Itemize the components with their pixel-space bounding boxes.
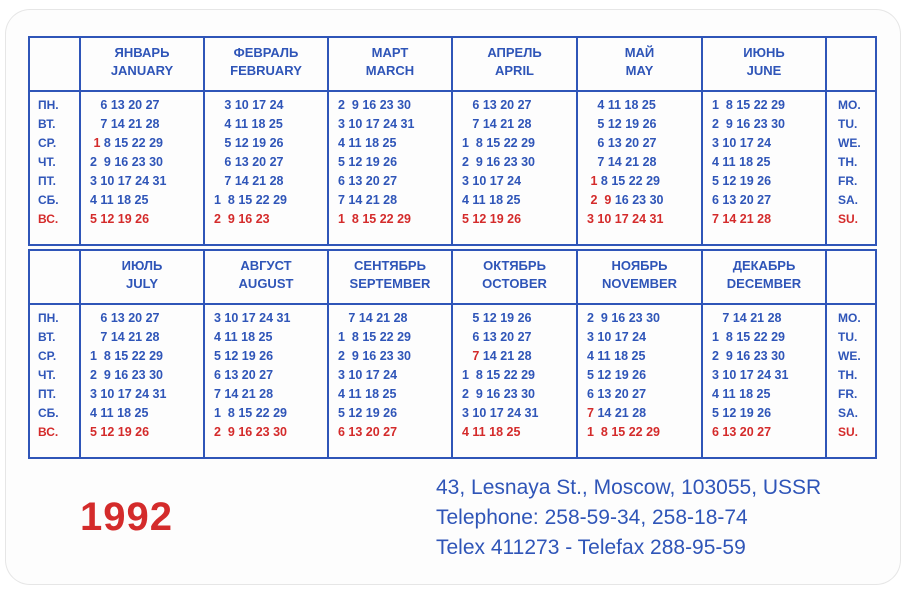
date-numbers: 4 11 18 25 [712,387,771,401]
date-row [462,172,521,191]
date-row [338,210,411,229]
date-numbers: 1 8 15 22 29 [214,193,287,207]
date-numbers: 1 8 15 22 29 [90,349,163,363]
date-numbers: 2 9 16 23 30 [90,368,163,382]
date-numbers: 2 9 16 23 30 [214,425,287,439]
date-row [587,191,664,210]
date-numbers: 1 8 15 22 29 [712,330,785,344]
date-numbers: 3 10 17 24 [224,98,284,112]
weekday-label-en: MO. [838,311,861,325]
weekday-label-en: TH. [838,155,858,169]
date-row [214,347,273,366]
date-row [90,366,163,385]
date-numbers: 1 8 15 22 29 [587,425,660,439]
weekday-label-en: FR. [838,174,858,188]
date-numbers: 2 9 16 23 30 [712,349,785,363]
date-numbers: 4 11 18 25 [338,136,397,150]
date-row [587,366,646,385]
weekday-label-en: SU. [838,212,859,226]
date-numbers: 7 14 21 28 [214,387,274,401]
date-numbers: 8 15 22 29 [103,136,164,150]
date-row [587,423,660,442]
date-row [712,153,770,172]
holiday-dates: 7 [587,406,594,420]
weekday-label-en: TH. [838,368,858,382]
date-row [338,115,414,134]
date-row [90,115,160,134]
weekday-label-ru: СР. [38,136,57,150]
month-name-en: APRIL [495,63,534,78]
date-numbers: 2 9 16 23 30 [462,387,535,401]
date-row [90,172,166,191]
date-numbers: 5 12 19 26 [338,406,398,420]
address-line: 43, Lesnaya St., Moscow, 103055, USSR [436,476,822,499]
date-numbers: 2 9 16 23 30 [712,117,785,131]
date-row [338,134,396,153]
weekday-label-ru: ВС. [38,212,59,226]
date-numbers: 3 10 17 24 31 [90,174,167,188]
date-row [90,404,148,423]
weekday-label-en: MO. [838,98,861,112]
date-numbers: 6 13 20 27 [214,368,274,382]
date-numbers: 6 13 20 27 [472,330,532,344]
date-row [214,191,287,210]
date-row [90,191,148,210]
date-row-pad [462,330,472,344]
telephone-line: Telephone: 258-59-34, 258-18-74 [436,506,748,529]
date-numbers: 16 23 30 [614,193,664,207]
month-name-ru: ФЕВРАЛЬ [233,45,299,60]
date-numbers: 6 13 20 27 [338,174,398,188]
date-numbers: 5 12 19 26 [90,212,150,226]
date-numbers: 3 10 17 24 [587,330,647,344]
date-row [338,172,397,191]
holiday-dates: 7 [472,349,480,363]
date-numbers: 4 11 18 25 [587,349,646,363]
date-numbers: 7 14 21 28 [100,330,160,344]
date-row [462,385,535,404]
date-row-pad [712,311,722,325]
date-row [338,347,411,366]
month-name-en: MAY [625,63,654,78]
date-numbers: 2 9 16 23 30 [338,349,411,363]
date-numbers: 6 13 20 27 [338,425,398,439]
date-row [712,134,771,153]
date-numbers: 3 10 17 24 31 [462,406,539,420]
date-numbers: 2 9 16 23 30 [90,155,163,169]
date-row [587,309,660,328]
header-divider [28,303,877,305]
year-label: 1992 [80,495,173,539]
date-numbers: 7 14 21 28 [348,311,408,325]
month-name-en: AUGUST [238,276,294,291]
date-row [90,347,163,366]
date-row-pad [338,311,348,325]
date-numbers: 4 11 18 25 [224,117,283,131]
date-row-pad [587,117,597,131]
date-row [712,328,785,347]
date-row [214,96,284,115]
month-name-en: SEPTEMBER [349,276,431,291]
date-numbers: 5 12 19 26 [587,368,647,382]
date-numbers: 4 11 18 25 [462,425,521,439]
weekday-label-ru: ПН. [38,311,59,325]
date-row [587,210,663,229]
date-row [214,328,272,347]
date-numbers: 6 13 20 27 [472,98,532,112]
date-row [214,423,287,442]
month-name-en: FEBRUARY [230,63,302,78]
date-numbers: 8 15 22 29 [600,174,661,188]
weekday-label-en: SU. [838,425,859,439]
holiday-dates: 1 [590,174,598,188]
weekday-label-ru: ВС. [38,425,59,439]
weekday-label-ru: СБ. [38,193,59,207]
date-row [214,115,283,134]
date-numbers: 3 10 17 24 [462,174,522,188]
date-row [462,423,520,442]
date-row [214,210,270,229]
date-row [214,366,273,385]
date-row [338,328,411,347]
date-row-pad [462,349,472,363]
weekday-label-ru: ПТ. [38,387,56,401]
date-numbers: 6 13 20 27 [712,425,772,439]
date-row [587,172,660,191]
date-row [712,210,771,229]
weekday-label-en: SA. [838,406,859,420]
date-numbers: 5 12 19 26 [90,425,150,439]
date-row [90,328,160,347]
date-numbers: 6 13 20 27 [712,193,772,207]
date-row [712,191,771,210]
date-row [462,404,538,423]
header-divider [28,90,877,92]
date-row-pad [214,98,224,112]
date-numbers: 5 12 19 26 [597,117,657,131]
weekday-label-ru: ЧТ. [38,155,56,169]
month-name-ru: МАЙ [624,45,655,60]
date-row [338,191,397,210]
weekday-label-ru: ПТ. [38,174,56,188]
date-numbers: 4 11 18 25 [712,155,771,169]
date-numbers: 3 10 17 24 31 [587,212,664,226]
date-row [90,134,163,153]
weekday-label-en: FR. [838,387,858,401]
date-row-pad [214,174,224,188]
month-name-en: DECEMBER [726,276,802,291]
month-name-ru: ЯНВАРЬ [114,45,170,60]
date-row-pad [462,311,472,325]
month-name-ru: МАРТ [371,45,409,60]
date-numbers: 2 9 16 23 [214,212,270,226]
date-numbers: 2 9 16 23 30 [587,311,660,325]
date-numbers: 1 8 15 22 29 [462,368,535,382]
date-numbers: 7 14 21 28 [224,174,284,188]
date-row [90,423,149,442]
date-numbers: 6 13 20 27 [100,98,160,112]
month-name-ru: ИЮНЬ [743,45,785,60]
date-row-pad [90,311,100,325]
date-row [338,366,397,385]
date-numbers: 3 10 17 24 31 [214,311,291,325]
date-numbers: 5 12 19 26 [712,174,772,188]
date-row [712,347,785,366]
date-numbers: 7 14 21 28 [100,117,160,131]
date-row [587,385,646,404]
date-row [214,134,284,153]
date-row [712,309,782,328]
date-numbers: 3 10 17 24 31 [90,387,167,401]
month-name-ru: ДЕКАБРЬ [732,258,796,273]
date-numbers: 5 12 19 26 [224,136,284,150]
month-name-ru: ОКТЯБРЬ [483,258,546,273]
date-numbers: 7 14 21 28 [712,212,772,226]
date-row [712,366,788,385]
date-numbers: 3 10 17 24 31 [338,117,415,131]
date-row [712,385,770,404]
month-name-en: MARCH [365,63,415,78]
date-numbers: 6 13 20 27 [587,387,647,401]
date-row [462,366,535,385]
date-row [214,153,284,172]
date-row [462,191,520,210]
date-numbers: 3 10 17 24 [338,368,398,382]
date-row-pad [90,117,100,131]
date-row [338,404,397,423]
weekday-label-ru: ПН. [38,98,59,112]
date-row [90,309,160,328]
date-row [462,347,532,366]
date-numbers: 1 8 15 22 29 [338,330,411,344]
weekday-label-en: TU. [838,117,858,131]
date-row [338,385,396,404]
date-numbers: 2 9 16 23 30 [462,155,535,169]
date-row [712,172,771,191]
date-row [712,404,771,423]
date-row-pad [462,98,472,112]
date-row [587,134,657,153]
date-row [587,347,645,366]
date-numbers: 5 12 19 26 [214,349,274,363]
date-row [338,96,411,115]
date-numbers: 14 21 28 [597,406,647,420]
date-row [587,96,656,115]
month-name-ru: АПРЕЛЬ [487,45,542,60]
date-numbers: 1 8 15 22 29 [462,136,535,150]
date-numbers: 7 14 21 28 [722,311,782,325]
date-row-pad [587,155,597,169]
date-row [587,153,657,172]
date-numbers: 4 11 18 25 [338,387,397,401]
date-row [712,423,771,442]
date-numbers: 7 14 21 28 [338,193,398,207]
date-row [338,423,397,442]
date-row [587,328,646,347]
date-row [90,385,166,404]
weekday-label-ru: ВТ. [38,330,56,344]
date-row [90,96,160,115]
date-row [462,134,535,153]
date-numbers: 5 12 19 26 [712,406,772,420]
date-numbers: 7 14 21 28 [597,155,657,169]
weekday-label-en: WE. [838,349,861,363]
date-row-pad [214,136,224,150]
date-row [462,309,532,328]
date-numbers: 6 13 20 27 [597,136,657,150]
date-numbers: 1 8 15 22 29 [338,212,411,226]
date-numbers: 4 11 18 25 [462,193,521,207]
date-row-pad [90,98,100,112]
date-row [462,210,521,229]
date-numbers: 4 11 18 25 [597,98,656,112]
month-name-en: JUNE [746,63,782,78]
date-numbers: 3 10 17 24 31 [712,368,789,382]
month-name-en: OCTOBER [482,276,547,291]
date-row [712,115,785,134]
date-row [214,404,287,423]
date-numbers: 3 10 17 24 [712,136,772,150]
date-numbers: 1 8 15 22 29 [214,406,287,420]
date-row-pad [462,117,472,131]
date-row [587,115,657,134]
date-numbers: 6 13 20 27 [224,155,284,169]
month-name-ru: ИЮЛЬ [121,258,163,273]
date-row [712,96,785,115]
date-row [587,404,646,423]
date-row-pad [214,155,224,169]
date-row [338,309,408,328]
date-numbers: 5 12 19 26 [472,311,532,325]
date-row [90,210,149,229]
date-numbers: 5 12 19 26 [338,155,398,169]
date-numbers: 1 8 15 22 29 [712,98,785,112]
holiday-dates: 2 9 [590,193,612,207]
date-row [462,115,532,134]
date-numbers: 14 21 28 [482,349,532,363]
month-name-ru: АВГУСТ [240,258,292,273]
weekday-label-ru: ЧТ. [38,368,56,382]
month-name-ru: НОЯБРЬ [611,258,668,273]
date-numbers: 5 12 19 26 [462,212,522,226]
date-row-pad [90,330,100,344]
date-row [462,328,532,347]
weekday-label-en: SA. [838,193,859,207]
date-row [214,385,273,404]
telex-line: Telex 411273 - Telefax 288-95-59 [436,536,746,559]
date-numbers: 4 11 18 25 [90,406,149,420]
month-name-en: JANUARY [110,63,174,78]
date-row-pad [587,136,597,150]
month-name-ru: СЕНТЯБРЬ [354,258,426,273]
date-numbers: 2 9 16 23 30 [338,98,411,112]
date-numbers: 4 11 18 25 [90,193,149,207]
date-row [338,153,397,172]
date-row [462,153,535,172]
holiday-dates: 1 [93,136,101,150]
weekday-label-ru: ВТ. [38,117,56,131]
weekday-label-en: TU. [838,330,858,344]
weekday-label-en: WE. [838,136,861,150]
month-name-en: NOVEMBER [601,276,678,291]
date-row [90,153,163,172]
date-row [462,96,532,115]
month-name-en: JULY [125,276,159,291]
date-row [214,172,284,191]
date-row [214,309,290,328]
date-row-pad [214,117,224,131]
date-numbers: 6 13 20 27 [100,311,160,325]
date-row-pad [587,98,597,112]
weekday-label-ru: СР. [38,349,57,363]
weekday-label-ru: СБ. [38,406,59,420]
date-numbers: 4 11 18 25 [214,330,273,344]
date-numbers: 7 14 21 28 [472,117,532,131]
